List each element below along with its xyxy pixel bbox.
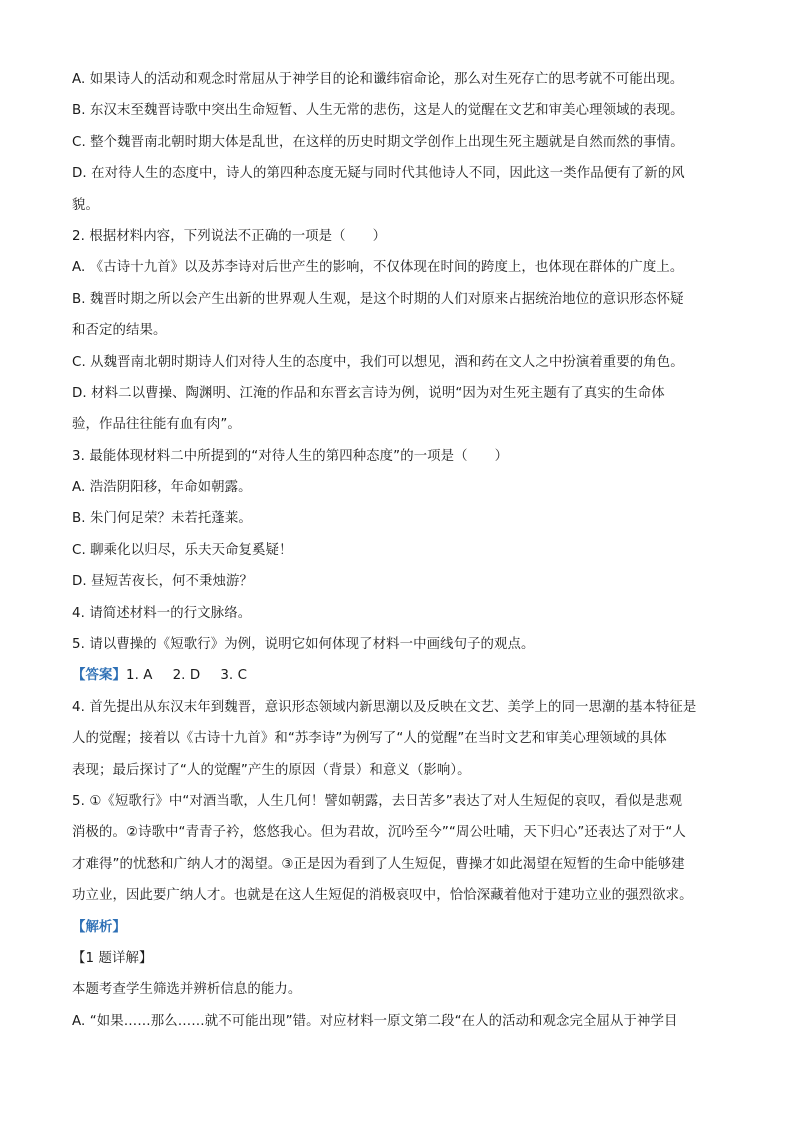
text-line: 貌。 [72, 197, 99, 213]
answer-label: 【答案】 [72, 668, 126, 684]
question-3: 3. 最能体现材料二中所提到的“对待人生的第四种态度”的一项是（ ） [72, 448, 509, 464]
answer-line: 人的觉醒；接着以《古诗十九首》和“苏李诗”为例写了“人的觉醒”在当时文艺和审美心理领域的具体 [72, 731, 667, 747]
answer-item: 3. C [220, 668, 248, 684]
question-2: 2. 根据材料内容，下列说法不正确的一项是（ ） [72, 228, 387, 244]
answer-line: 功立业，因此要广纳人才。也就是在这人生短促的消极哀叹中，恰恰深藏着他对于建功立业的强烈欲求。 [72, 888, 693, 904]
answer-row [72, 660, 720, 691]
text-line: D. 材料二以曹操、陶渊明、江淹的作品和东晋玄言诗为例，说明“因为对生死主题有了真实的生命体 [72, 385, 665, 401]
text-line: C. 聊乘化以归尽，乐夫天命复奚疑！ [72, 542, 293, 558]
text-line: C. 整个魏晋南北朝时期大体是乱世，在这样的历史时期文学创作上出现生死主题就是自然而然的事情。 [72, 134, 684, 150]
answer-line: 表现；最后探讨了“人的觉醒”产生的原因（背景）和意义（影响）。 [72, 762, 471, 778]
answer-item: 2. D [172, 668, 201, 684]
text-line: A. 浩浩阴阳移，年命如朝露。 [72, 480, 252, 496]
text-line: A. 《古诗十九首》以及苏李诗对后世产生的影响，不仅体现在时间的跨度上，也体现在群体的广度上。 [72, 260, 684, 276]
answer-line: 5. ①《短歌行》中“对酒当歌，人生几何！譬如朝露，去日苦多”表达了对人生短促的哀叹，看似是悲观 [72, 793, 683, 809]
text-line: D. 在对待人生的态度中，诗人的第四种态度无疑与同时代其他诗人不同，因此这一类作品便有了新的风 [72, 166, 685, 182]
question-4: 4. 请简述材料一的行文脉络。 [72, 605, 252, 621]
text-line: 验，作品往往能有血有肉”。 [72, 417, 241, 433]
text-line: 本题考查学生筛选并辨析信息的能力。 [72, 982, 302, 998]
document-page [72, 64, 720, 1037]
text-line: 和否定的结果。 [72, 323, 167, 339]
answer-line: 消极的。②诗歌中“青青子衿，悠悠我心。但为君故，沉吟至今”“周公吐哺，天下归心”还表达了对于“人 [72, 825, 686, 841]
text-line: B. 魏晋时期之所以会产生出新的世界观人生观，是这个时期的人们对原来占据统治地位的意识形态怀疑 [72, 291, 684, 307]
answer-item: 1. A [125, 668, 153, 684]
answer-line: 才难得”的忧愁和广纳人才的渴望。③正是因为看到了人生短促，曹操才如此渴望在短暂的生命中能够建 [72, 856, 685, 872]
analysis-row [72, 912, 720, 943]
text-line: D. 昼短苦夜长，何不秉烛游？ [72, 574, 254, 590]
text-line: B. 朱门何足荣？未若托蓬莱。 [72, 511, 252, 527]
analysis-label: 【解析】 [72, 919, 126, 935]
text-line: A. 如果诗人的活动和观念时常屈从于神学目的论和谶纬宿命论，那么对生死存亡的思考就不可能出现。 [72, 72, 684, 87]
text-line: B. 东汉末至魏晋诗歌中突出生命短暂、人生无常的悲伤，这是人的觉醒在文艺和审美心理领域的表现。 [72, 103, 684, 119]
text-line: A. “如果……那么……就不可能出现”错。对应材料一原文第二段“在人的活动和观念完全屈从于神学目 [72, 1013, 678, 1029]
section-heading: 【1 题详解】 [72, 950, 153, 966]
question-5: 5. 请以曹操的《短歌行》为例，说明它如何体现了材料一中画线句子的观点。 [72, 637, 535, 653]
text-line: C. 从魏晋南北朝时期诗人们对待人生的态度中，我们可以想见，酒和药在文人之中扮演着重要的角色。 [72, 354, 684, 370]
answer-line: 4. 首先提出从东汉末年到魏晋，意识形态领域内新思潮以及反映在文艺、美学上的同一思潮的基本特征是 [72, 699, 697, 715]
